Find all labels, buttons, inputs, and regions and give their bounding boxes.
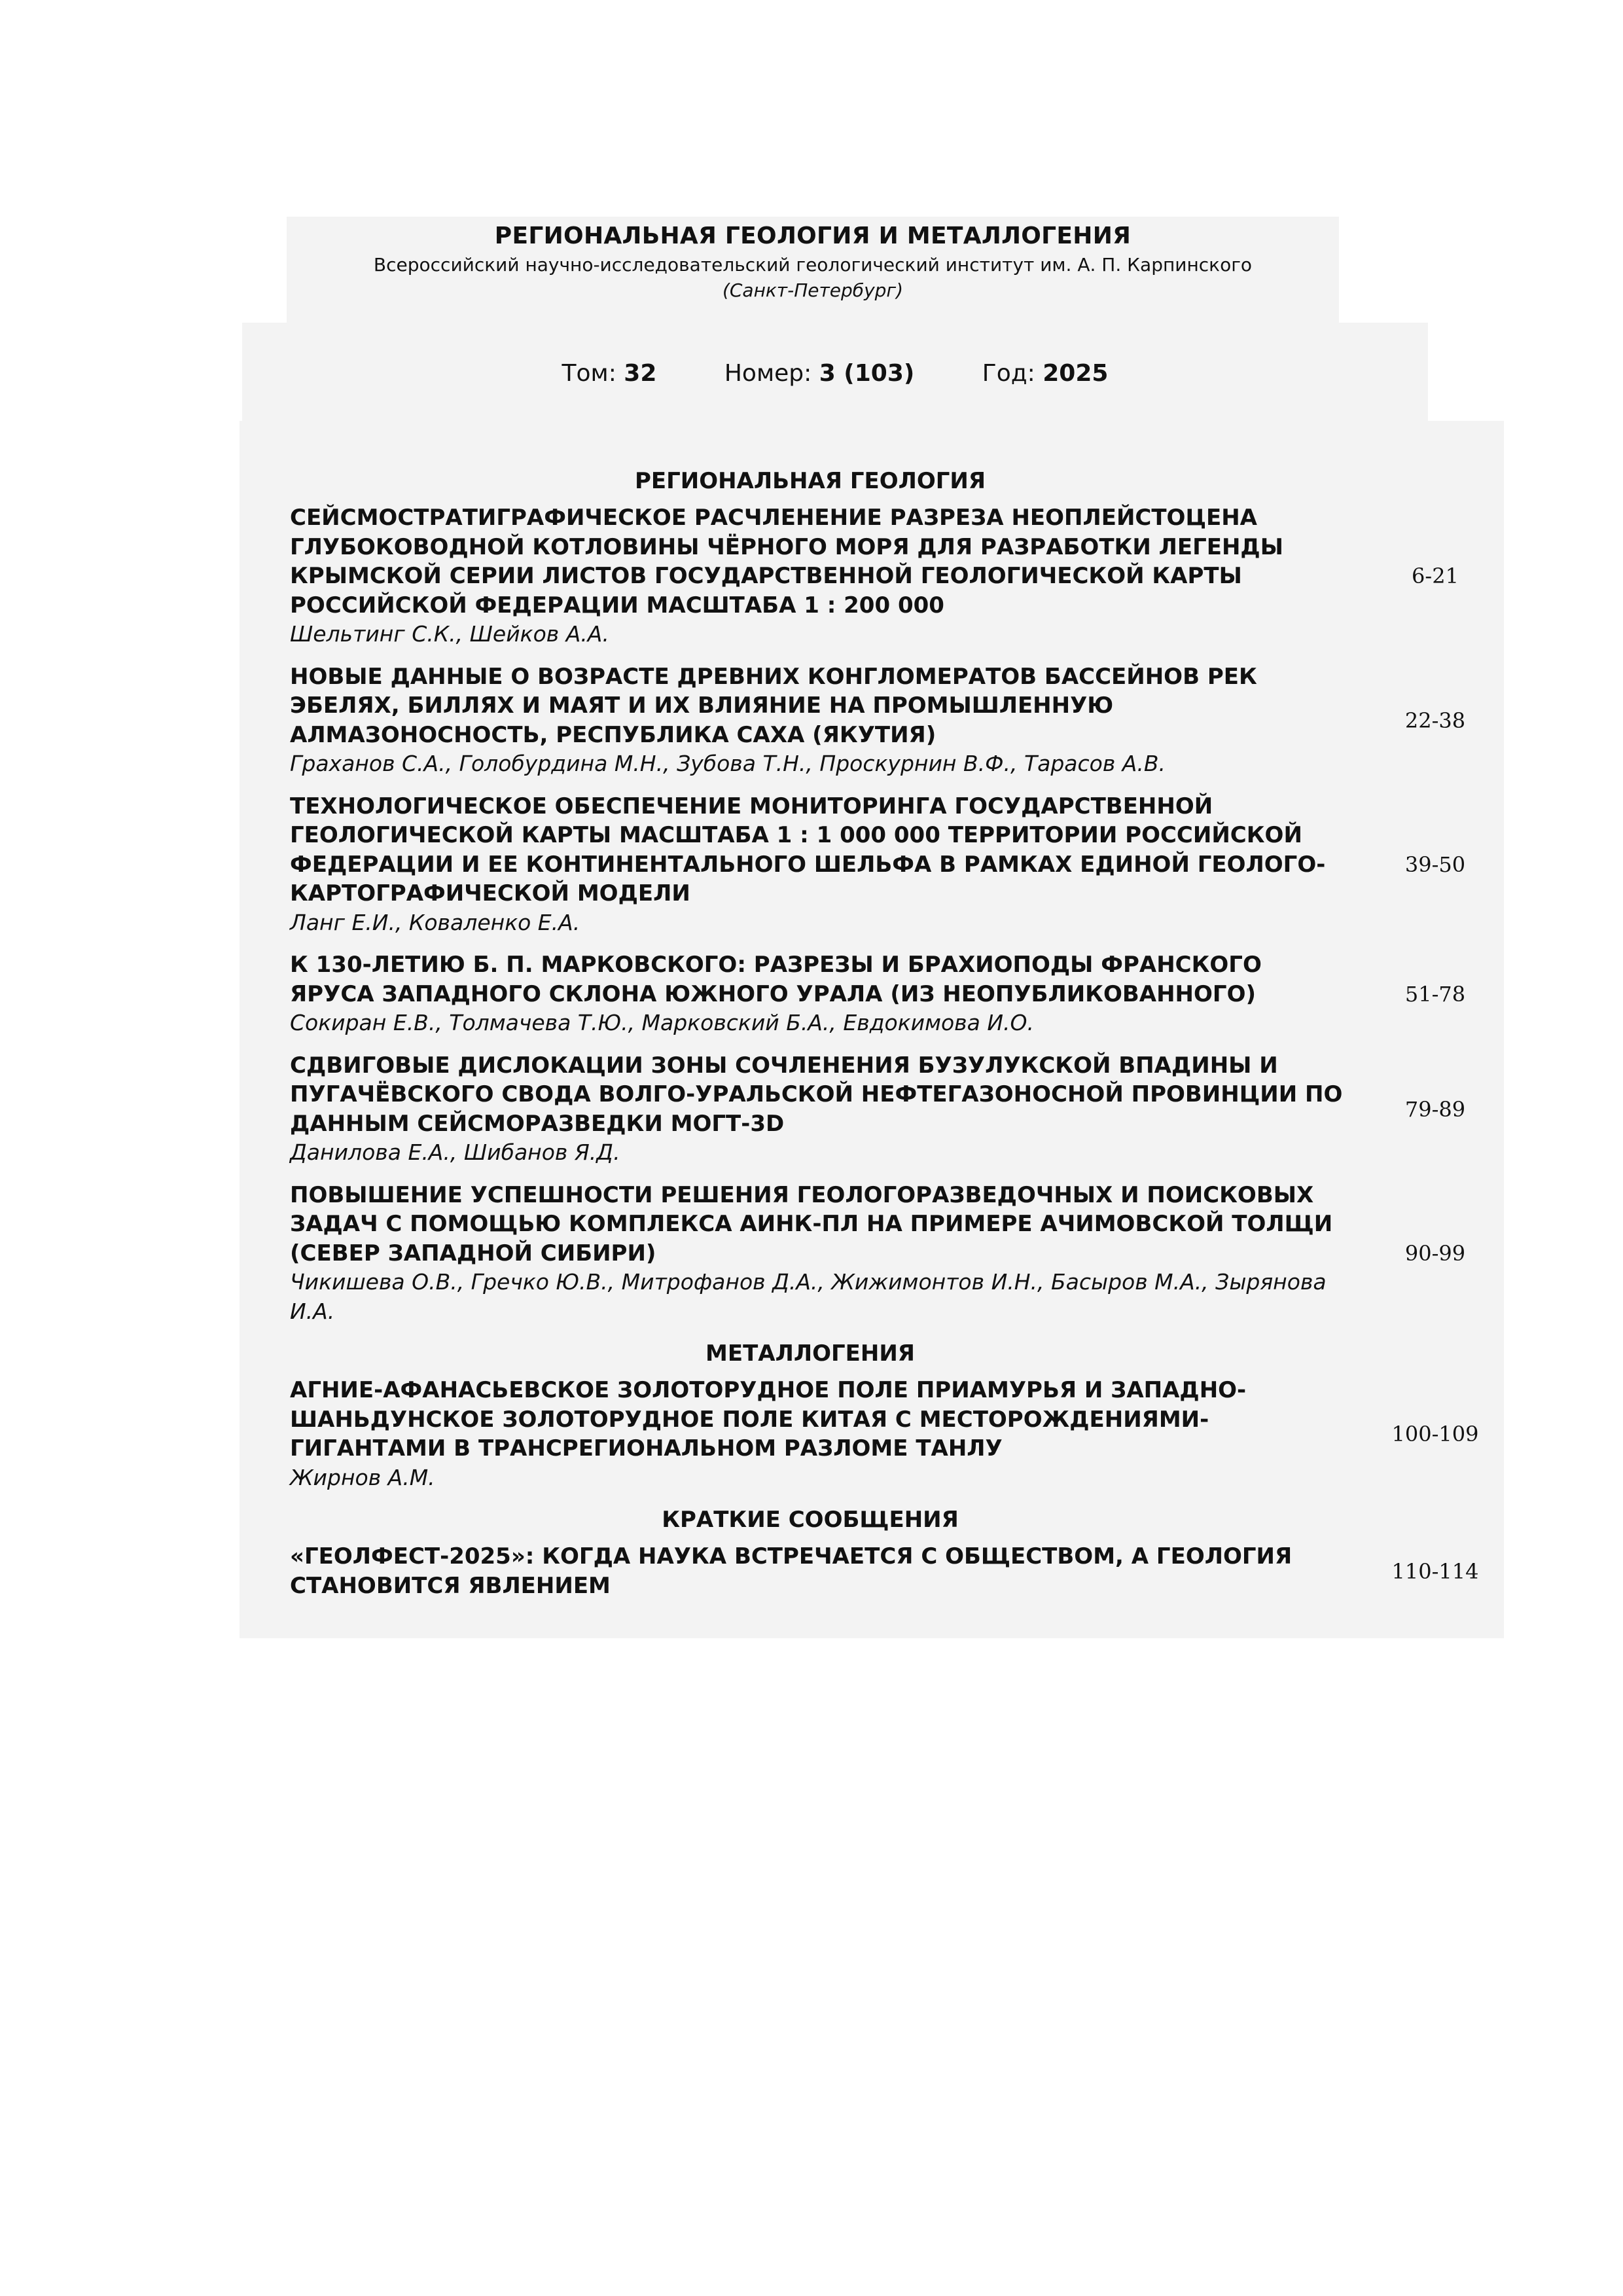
article-pages: 51-78 [1404,981,1466,1007]
journal-header [287,217,1339,323]
institute-name: Всероссийский научно-исследовательский геологический институт им. А. П. Карпинского [373,254,1253,276]
volume-value: 32 [624,360,657,387]
table-of-contents [240,421,1504,1638]
section-heading: МЕТАЛЛОГЕНИЯ [705,1340,915,1367]
article-pages: 39-50 [1404,852,1466,877]
toc-entry[interactable] [290,1181,1504,1327]
article-title[interactable]: «ГЕОЛФЕСТ-2025»: КОГДА НАУКА ВСТРЕЧАЕТСЯ С ОБЩЕСТВОМ, А ГЕОЛОГИЯ СТАНОВИТСЯ ЯВЛЕНИЕМ [290,1543,1293,1599]
article-title[interactable]: АГНИЕ-АФАНАСЬЕВСКОЕ ЗОЛОТОРУДНОЕ ПОЛЕ ПРИАМУРЬЯ И ЗАПАДНО-ШАНЬДУНСКОЕ ЗОЛОТОРУДНОЕ ПОЛЕ КИТАЯ С МЕСТОРОЖДЕНИЯМИ-ГИГАНТАМИ В ТРАНСРЕГИОНАЛЬНОМ РАЗЛОМЕ ТАНЛУ [290,1377,1247,1462]
article-title[interactable]: ТЕХНОЛОГИЧЕСКОЕ ОБЕСПЕЧЕНИЕ МОНИТОРИНГА ГОСУДАРСТВЕННОЙ ГЕОЛОГИЧЕСКОЙ КАРТЫ МАСШТАБА 1 : 1 000 000 ТЕРРИТОРИИ РОССИЙСКОЙ ФЕДЕРАЦИИ И ЕЕ КОНТИНЕНТАЛЬНОГО ШЕЛЬФА В РАМКАХ ЕДИНОЙ ГЕОЛОГО-КАРТОГРАФИЧЕСКОЙ МОДЕЛИ [290,793,1326,906]
issue-info [242,323,1428,421]
article-title[interactable]: НОВЫЕ ДАННЫЕ О ВОЗРАСТЕ ДРЕВНИХ КОНГЛОМЕРАТОВ БАССЕЙНОВ РЕК ЭБЕЛЯХ, БИЛЛЯХ И МАЯТ И ИХ ВЛИЯНИЕ НА ПРОМЫШЛЕННУЮ АЛМАЗОНОСНОСТЬ, РЕСПУБЛИКА САХА (ЯКУТИЯ) [290,663,1257,748]
year-value: 2025 [1043,360,1109,387]
volume [562,359,657,388]
article-authors: Ланг Е.И., Коваленко Е.А. [290,909,580,935]
toc-entry[interactable] [290,1051,1504,1168]
article-authors: Чикишева О.В., Гречко Ю.В., Митрофанов Д.А., Жижимонтов И.Н., Басыров М.А., Зырянова И.А. [290,1269,1327,1324]
toc-entry[interactable] [290,950,1504,1038]
issue-line [242,359,1428,388]
article-authors: Шельтинг С.К., Шейков А.А. [290,621,609,647]
article-authors: Данилова Е.А., Шибанов Я.Д. [290,1139,620,1165]
journal-title: РЕГИОНАЛЬНАЯ ГЕОЛОГИЯ И МЕТАЛЛОГЕНИЯ [494,223,1132,249]
city: (Санкт-Петербург) [722,279,904,301]
year-label: Год: [982,360,1035,387]
toc-entry[interactable] [290,503,1504,649]
volume-label: Том: [562,360,616,387]
article-pages: 100-109 [1391,1422,1479,1446]
number-value: 3 (103) [819,360,915,387]
number-label: Номер: [724,360,812,387]
article-pages: 6-21 [1412,564,1459,589]
article-pages: 110-114 [1391,1558,1479,1584]
toc-entry[interactable] [290,662,1504,779]
section-heading: КРАТКИЕ СООБЩЕНИЯ [662,1507,959,1533]
article-authors: Граханов С.А., Голобурдина М.Н., Зубова Т.Н., Проскурнин В.Ф., Тарасов А.В. [290,751,1166,776]
year [982,359,1109,388]
article-pages: 79-89 [1404,1096,1466,1122]
article-authors: Сокиран Е.В., Толмачева Т.Ю., Марковский Б.А., Евдокимова И.О. [290,1010,1034,1035]
article-title[interactable]: СДВИГОВЫЕ ДИСЛОКАЦИИ ЗОНЫ СОЧЛЕНЕНИЯ БУЗУЛУКСКОЙ ВПАДИНЫ И ПУГАЧЁВСКОГО СВОДА ВОЛГО-УРАЛЬСКОЙ НЕФТЕГАЗОНОСНОЙ ПРОВИНЦИИ ПО ДАННЫМ СЕЙСМОРАЗВЕДКИ МОГТ-3D [290,1052,1343,1137]
article-pages: 22-38 [1404,708,1466,733]
article-title[interactable]: ПОВЫШЕНИЕ УСПЕШНОСТИ РЕШЕНИЯ ГЕОЛОГОРАЗВЕДОЧНЫХ И ПОИСКОВЫХ ЗАДАЧ С ПОМОЩЬЮ КОМПЛЕКСА АИНК-ПЛ НА ПРИМЕРЕ АЧИМОВСКОЙ ТОЛЩИ (СЕВЕР ЗАПАДНОЙ СИБИРИ) [290,1181,1333,1266]
section-heading: РЕГИОНАЛЬНАЯ ГЕОЛОГИЯ [634,468,986,494]
article-title[interactable]: К 130-ЛЕТИЮ Б. П. МАРКОВСКОГО: РАЗРЕЗЫ И БРАХИОПОДЫ ФРАНСКОГО ЯРУСА ЗАПАДНОГО СКЛОНА ЮЖНОГО УРАЛА (ИЗ НЕОПУБЛИКОВАННОГО) [290,952,1262,1007]
toc-entry[interactable] [290,1376,1504,1492]
toc-entry[interactable] [290,792,1504,938]
article-title[interactable]: СЕЙСМОСТРАТИГРАФИЧЕСКОЕ РАСЧЛЕНЕНИЕ РАЗРЕЗА НЕОПЛЕЙСТОЦЕНА ГЛУБОКОВОДНОЙ КОТЛОВИНЫ ЧЁРНОГО МОРЯ ДЛЯ РАЗРАБОТКИ ЛЕГЕНДЫ КРЫМСКОЙ СЕРИИ ЛИСТОВ ГОСУДАРСТВЕННОЙ ГЕОЛОГИЧЕСКОЙ КАРТЫ РОССИЙСКОЙ ФЕДЕРАЦИИ МАСШТАБА 1 : 200 000 [290,505,1283,619]
number [724,359,914,388]
article-pages: 90-99 [1404,1240,1466,1266]
article-authors: Жирнов А.М. [290,1464,435,1490]
toc-entry[interactable] [290,1542,1504,1600]
